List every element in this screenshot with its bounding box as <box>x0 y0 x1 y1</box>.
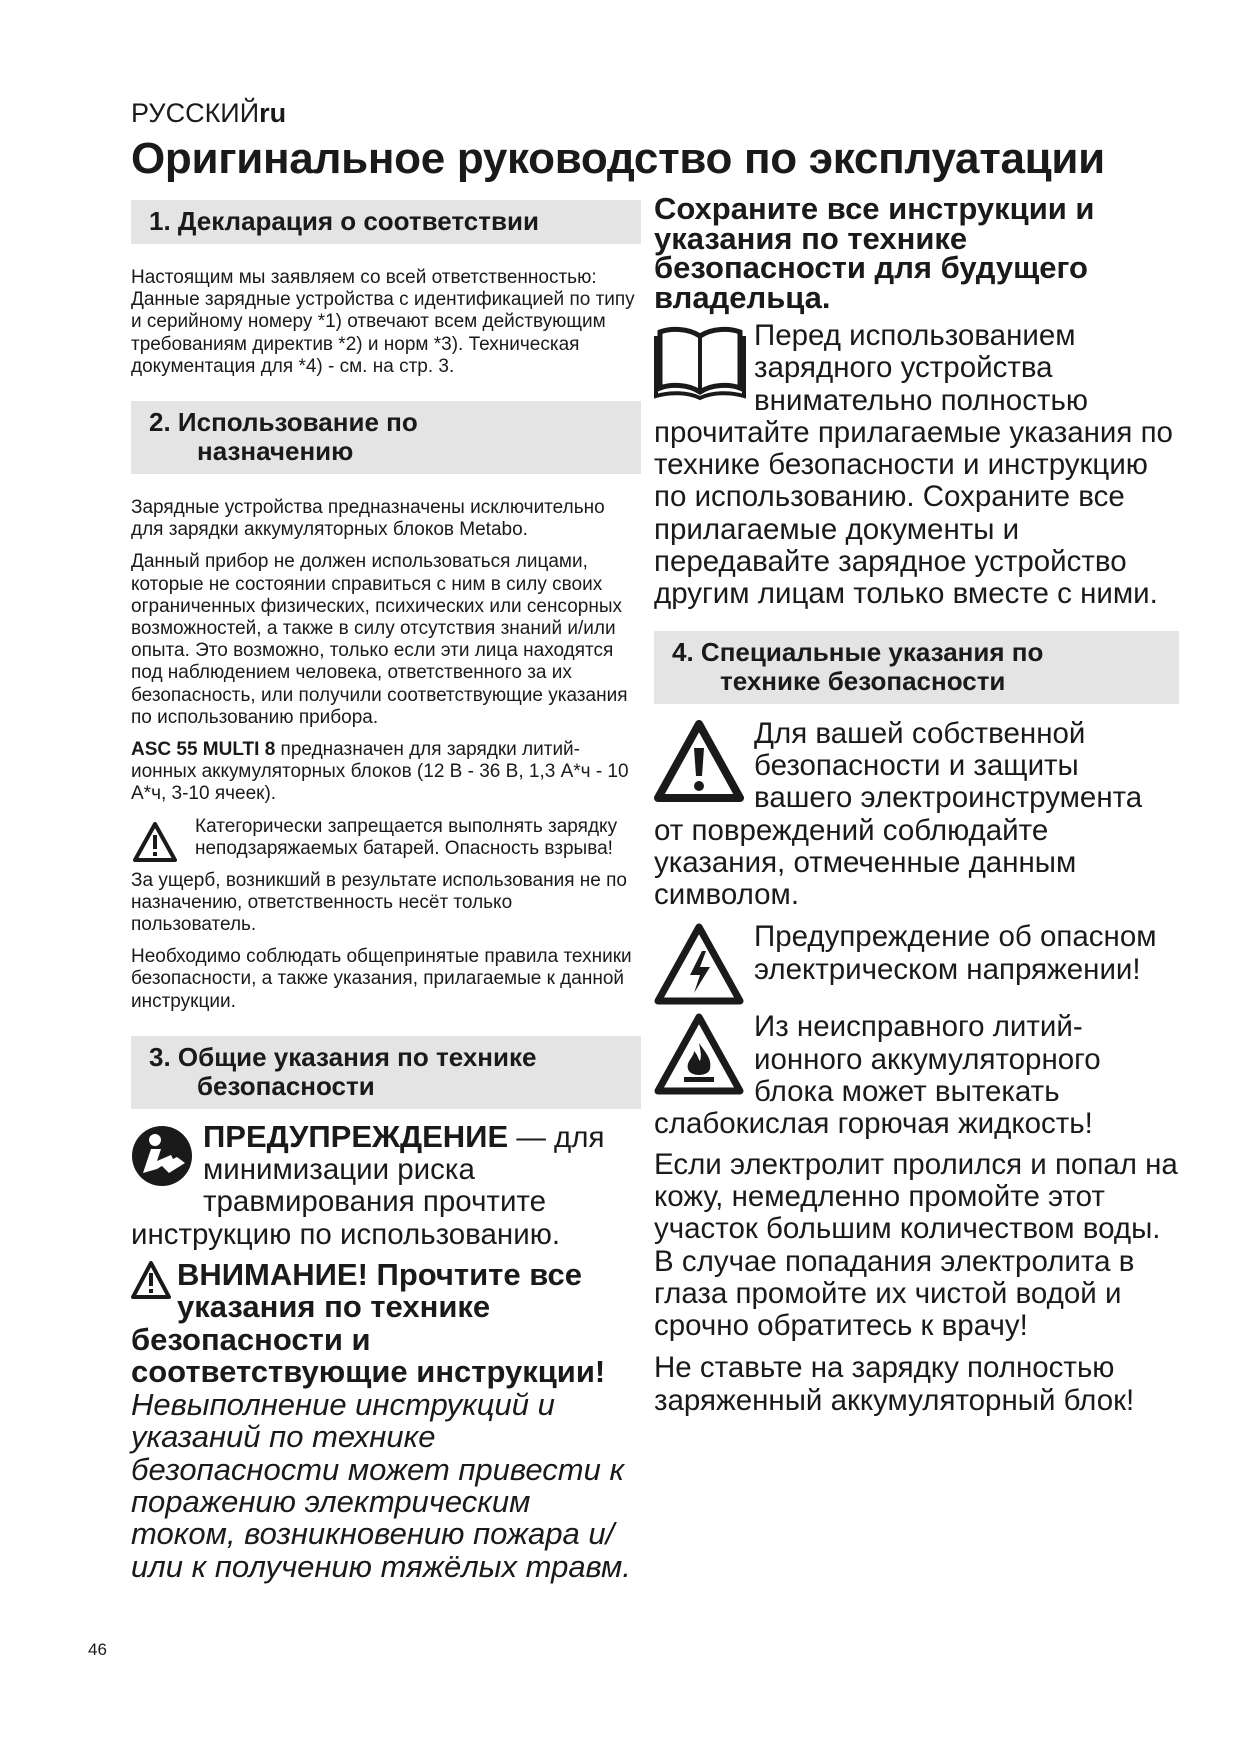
electrolyte-instructions: Если электролит пролился и попал на кожу, немедленно промойте этот участок большим количеством воды. В случае попадания электролита в глаза промойте их чистой водой и срочно обратитесь к врачу! <box>654 1147 1178 1343</box>
left-column <box>131 200 641 1583</box>
page-title: Оригинальное руководство по эксплуатации <box>131 134 1105 183</box>
read-before-use <box>654 320 1179 611</box>
section-2-number: 2. <box>149 407 171 438</box>
flammable-warning <box>654 1011 1179 1140</box>
attention-consequences: Невыполнение инструкций и указаний по технике безопасности может привести к поражению электрическим током, возникновению пожара и/или к получению тяжёлых травм. <box>131 1386 631 1584</box>
section-1-number: 1. <box>149 206 171 236</box>
declaration-text: Настоящим мы заявляем со всей ответственностью: Данные зарядные устройства с идентификацией по типу и серийному номеру *1) отвечают всем действующим требованиям директив *2) и норм *3). Техническая документация для *4) - см. на стр. 3. <box>131 267 635 377</box>
section-4-title-line1: Специальные указания по <box>700 636 1044 667</box>
section-2-title-line1: Использование по <box>177 407 418 438</box>
symbol-explanation <box>654 718 1179 912</box>
model-description: предназначен для зарядки литий-ионных аккумуляторных блоков (12 В - 36 В, 1,3 А*ч - 10 А*ч, 3-10 ячеек). <box>131 739 629 805</box>
voltage-warning-text: Предупреждение об опасном электрическом напряжении! <box>754 921 1157 986</box>
model-name: ASC 55 MULTI 8 <box>131 739 276 761</box>
section-3-title-line1: Общие указания по технике <box>177 1041 537 1072</box>
language-name: РУССКИЙ <box>131 98 260 128</box>
language-code: ru <box>259 98 287 128</box>
attention-text: ВНИМАНИЕ! Прочтите все указания по технике безопасности и соответствующие инструкции! <box>131 1257 606 1390</box>
warning-triangle-icon <box>133 822 177 862</box>
no-charging-full-battery: Не ставьте на зарядку полностью заряженный аккумуляторный блок! <box>654 1351 1135 1417</box>
warning-triangle-icon <box>131 1261 171 1299</box>
battery-warning-text: Категорически запрещается выполнять зарядку неподзаряжаемых батарей. Опасность взрыва! <box>195 815 618 859</box>
intended-use-p1: Зарядные устройства предназначены исключительно для зарядки аккумуляторных блоков Metabo. <box>131 497 605 541</box>
section-2-heading <box>131 401 641 474</box>
section-4-number: 4. <box>672 636 694 667</box>
voltage-warning <box>654 921 1179 1005</box>
flammable-icon <box>654 1013 744 1095</box>
battery-warning <box>131 816 641 862</box>
high-voltage-icon <box>654 923 744 1005</box>
warning-triangle-icon <box>654 720 744 802</box>
read-before-use-text: Перед использованием зарядного устройства внимательно полностью прочитайте прилагаемые указания по технике безопасности и инструкцию по использованию. Сохраните все прилагаемые документы и передавайте зарядное устройство другим лицам только вместе с ними. <box>654 319 1173 611</box>
attention-notice <box>131 1259 641 1389</box>
section-4-heading <box>654 631 1179 704</box>
intended-use-p2: Данный прибор не должен использоваться лицами, которые не состоянии справиться с ним в силу своих ограниченных физических, психических или сенсорных возможностей, а также в силу отсутствия знаний и/или опыта. Это возможно, только если эти лица находятся под наблюдением человека, ответственного за их безопасность, или получили соответствующие указания по использованию прибора. <box>131 551 628 728</box>
intended-use-p4: За ущерб, возникший в результате использования не по назначению, ответственность несёт только пользователь. <box>131 869 627 936</box>
book-icon <box>654 322 746 402</box>
symbol-explanation-text: Для вашей собственной безопасности и защиты вашего электроинструмента от повреждений соблюдайте указания, отмеченные данным символом. <box>654 716 1143 912</box>
warning-rest: — для минимизации риска травмирования прочтите инструкцию по использованию. <box>131 1120 605 1251</box>
section-1-heading <box>131 200 641 244</box>
read-manual-icon <box>131 1125 193 1187</box>
intended-use-p5: Необходимо соблюдать общепринятые правила техники безопасности, а также указания, прилагаемые к данной инструкции. <box>131 946 632 1012</box>
right-column <box>654 191 1179 1417</box>
keep-instructions-notice: Сохраните все инструкции и указания по технике безопасности для будущего владельца. <box>654 191 1095 315</box>
section-2-title-line2: назначению <box>197 436 354 467</box>
section-4-title-line2: технике безопасности <box>720 665 1006 696</box>
intended-use-p3 <box>131 739 641 806</box>
section-3-title-line2: безопасности <box>197 1070 375 1101</box>
language-label <box>131 98 286 129</box>
section-1-title: Декларация о соответствии <box>177 206 539 236</box>
page-number: 46 <box>88 1640 107 1659</box>
flammable-warning-text: Из неисправного литий-ионного аккумуляторного блока может вытекать слабокислая горючая жидкость! <box>654 1010 1101 1141</box>
section-3-heading <box>131 1036 641 1109</box>
warning-word: ПРЕДУПРЕЖДЕНИЕ <box>203 1118 509 1154</box>
section-3-number: 3. <box>149 1041 171 1072</box>
read-manual-warning <box>131 1118 641 1251</box>
